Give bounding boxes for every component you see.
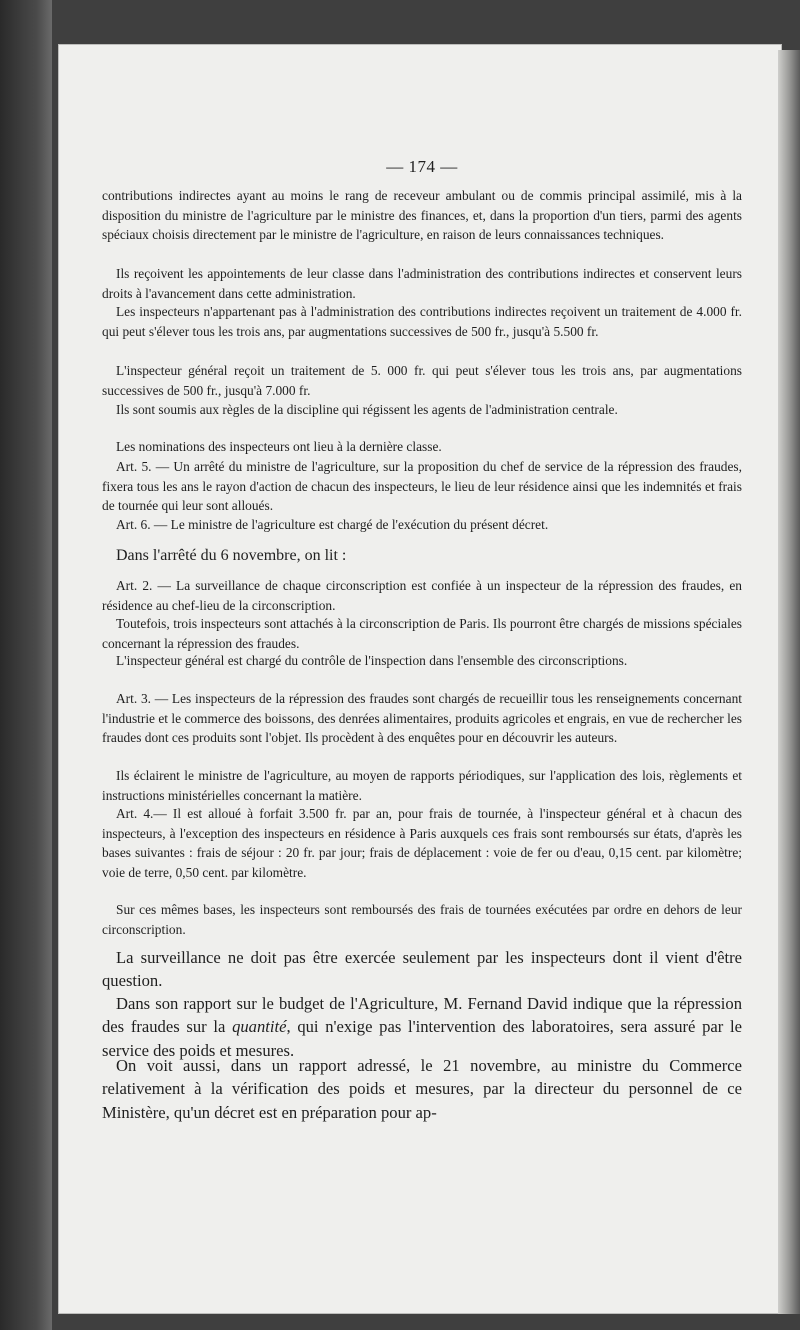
paragraph-traitement-inspecteurs: Les inspecteurs n'appartenant pas à l'administration des contributions indirectes reçoivent un traitement de 4.000 fr. qui peut s'élever tous les trois ans, par augmentations successives de 500 fr., jusqu'à 5.500 fr.: [102, 304, 742, 339]
paragraph-appointements: Ils reçoivent les appointements de leur classe dans l'administration des contributions indirectes et conservent leurs droits à l'avancement dans cette administration.: [102, 266, 742, 301]
closing-paragraph-1: La surveillance ne doit pas être exercée seulement par les inspecteurs dont il vient d'être question.: [102, 948, 742, 991]
closing-paragraph-2: [102, 992, 742, 1062]
page-number: — 174 —: [386, 157, 458, 176]
paragraph-nominations: Les nominations des inspecteurs ont lieu à la dernière classe.: [116, 439, 442, 454]
paragraph-article-5: Art. 5. — Un arrêté du ministre de l'agriculture, sur la proposition du chef de service de la répression des fraudes, fixera tous les ans le rayon d'action de chacun des inspecteurs, le lieu de leur résidence ainsi que les indemnités et frais de tournée qui leur sont alloués.: [102, 459, 742, 514]
closing-paragraph-3: On voit aussi, dans un rapport adressé, le 21 novembre, au ministre du Commerce relativement à la vérification des poids et mesures, par la directeur du personnel de ce Ministère, qu'un décret est en préparation pour ap-: [102, 1056, 742, 1122]
arrete-paris: Toutefois, trois inspecteurs sont attachés à la circonscription de Paris. Ils pourront être chargés de missions spéciales concernant la répression des fraudes.: [102, 616, 742, 651]
paragraph-article-6: Art. 6. — Le ministre de l'agriculture est chargé de l'exécution du présent décret.: [116, 517, 549, 532]
arrete-remboursement: Sur ces mêmes bases, les inspecteurs sont remboursés des frais de tournées exécutées par ordre en dehors de leur circonscription.: [102, 902, 742, 937]
arrete-rapports: Ils éclairent le ministre de l'agriculture, au moyen de rapports périodiques, sur l'application des lois, règlements et instructions ministérielles concernant la matière.: [102, 768, 742, 803]
scan-background-left: [0, 0, 52, 1330]
arrete-article-3: Art. 3. — Les inspecteurs de la répression des fraudes sont chargés de recueillir tous les renseignements concernant l'industrie et le commerce des boissons, des denrées alimentaires, produits agricoles et engrais, en vue de rechercher les fraudes dont ces produits sont l'objet. Ils procèdent à des enquêtes pour en découvrir les auteurs.: [102, 691, 742, 746]
section-heading: Dans l'arrêté du 6 novembre, on lit :: [116, 547, 347, 564]
closing-paragraph-2-end: , qui n'exige pas l'intervention des laboratoires, sera assuré par le service des poids et mesures.: [102, 1017, 742, 1060]
arrete-inspecteur-general: L'inspecteur général est chargé du contrôle de l'inspection dans l'ensemble des circonscriptions.: [116, 653, 628, 668]
arrete-article-2: Art. 2. — La surveillance de chaque circonscription est confiée à un inspecteur de la répression des fraudes, en résidence au chef-lieu de la circonscription.: [102, 578, 742, 613]
arrete-article-4: Art. 4.— Il est alloué à forfait 3.500 fr. par an, pour frais de tournée, à l'inspecteur général et à chacun des inspecteurs, à l'exception des inspecteurs en résidence à Paris auxquels ces frais sont remboursés sur états, d'après les bases suivantes : frais de séjour : 20 fr. par jour; frais de déplacement : voie de fer ou d'eau, 0,15 cent. par kilomètre; voie de terre, 0,50 cent. par kilomètre.: [102, 806, 742, 881]
closing-paragraph-2-italic: quantité: [232, 1017, 287, 1037]
paragraph-discipline: Ils sont soumis aux règles de la discipline qui régissent les agents de l'administration centrale.: [116, 402, 618, 417]
paragraph-continued: contributions indirectes ayant au moins le rang de receveur ambulant ou de commis principal assimilé, mis à la disposition du ministre de l'agriculture par le ministre des finances, et, dans la proportion d'un tiers, parmi des agents spéciaux choisis directement par le ministre de l'agriculture, en raison de leurs connaissances techniques.: [102, 188, 742, 243]
page-edge-right: [778, 50, 800, 1314]
paragraph-traitement-inspecteur-general: L'inspecteur général reçoit un traitement de 5. 000 fr. qui peut s'élever tous les trois ans, par augmentations successives de 500 fr., jusqu'à 7.000 fr.: [102, 363, 742, 398]
closing-paragraph-2-start: Dans son rapport sur le budget de l'Agriculture, M. Fernand David indique que la répression des fraudes sur la: [102, 994, 742, 1037]
